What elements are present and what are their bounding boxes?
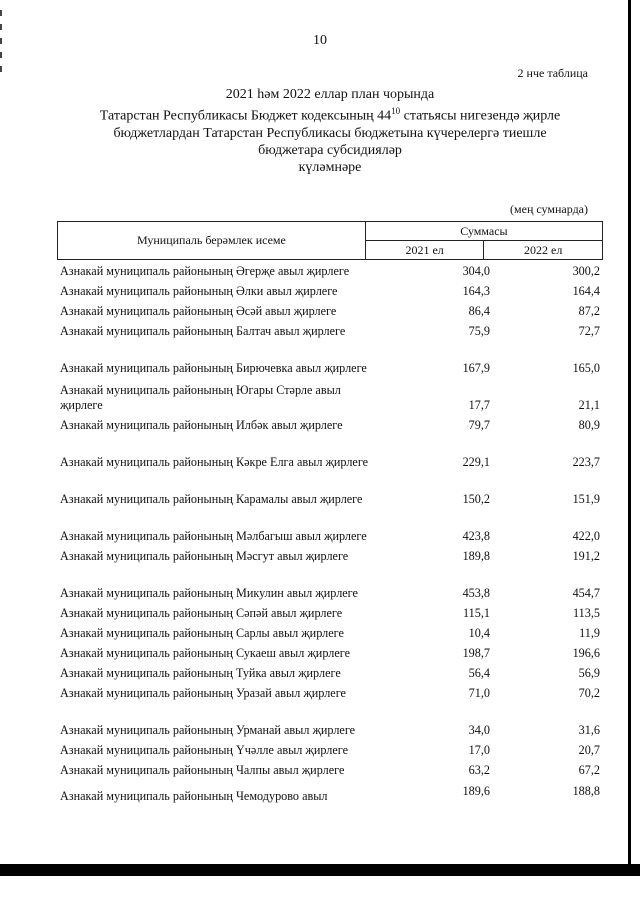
municipality-name: Азнакай муниципаль районының Илбәк авыл җирлеге [60,418,343,432]
value-2021: 150,2 [462,492,490,506]
value-2022: 72,7 [578,324,600,338]
title-line-3: бюджетлардан Татарстан Республикасы бюджетына күчерелергә тиешле [113,125,547,141]
value-2021: 164,3 [462,284,490,298]
value-2022: 113,5 [573,606,600,620]
scan-bottom-bar [0,864,640,876]
table-row [60,741,600,761]
value-2022: 21,1 [578,398,600,412]
value-2022: 31,6 [578,723,600,737]
table-row [60,379,600,416]
municipality-name: Азнакай муниципаль районының Әгерҗе авыл җирлеге [60,264,350,278]
municipality-name: Азнакай муниципаль районының Балтач авыл җирлеге [60,324,346,338]
value-2021: 63,2 [468,763,490,777]
value-2021: 10,4 [468,626,490,640]
table-body [60,262,600,807]
value-2021: 79,7 [468,418,490,432]
value-2022: 196,6 [572,646,600,660]
municipality-name: Азнакай муниципаль районының Туйка авыл җирлеге [60,666,341,680]
value-2022: 80,9 [578,418,600,432]
table-row [60,262,600,282]
title-line-1: 2021 һәм 2022 еллар план чорында [225,87,435,102]
value-2022: 87,2 [578,304,600,318]
header-year-2022: 2022 ел [484,241,603,260]
value-2021: 167,9 [462,361,490,375]
municipality-name: Азнакай муниципаль районының Уразай авыл җирлеге [60,686,346,700]
title-line-5: күләмнәре [298,159,362,175]
municipality-name: Азнакай муниципаль районының Урманай авыл җирлеге [60,723,356,737]
value-2021: 17,7 [468,398,490,412]
value-2021: 86,4 [468,304,490,318]
header-sum-cell: Суммасы [365,222,602,241]
value-2021: 56,4 [468,666,490,680]
table-row [60,510,600,547]
article-superscript: 10 [391,106,401,116]
municipality-name: Азнакай муниципаль районының Чалпы авыл җирлеге [60,763,345,777]
municipality-name: Азнакай муниципаль районының Сәпәй авыл җирлеге [60,606,343,620]
value-2022: 300,2 [572,264,600,278]
value-2021: 17,0 [468,743,490,757]
table-row [60,664,600,684]
municipality-name: Азнакай муниципаль районының Сарлы авыл җирлеге [60,626,344,640]
municipality-name: Азнакай муниципаль районының Чемодурово авыл [60,789,328,803]
table-row [60,704,600,741]
value-2022: 56,9 [578,666,600,680]
header-name-cell: Муниципаль берәмлек исеме [58,222,366,260]
value-2021: 229,1 [462,455,490,469]
page-number: 10 [313,33,327,48]
table-row [60,604,600,624]
table-row [60,567,600,604]
municipality-name: Азнакай муниципаль районының Мәлбагыш авыл җирлеге [60,529,367,543]
value-2021: 75,9 [468,324,490,338]
value-2021: 453,8 [462,586,490,600]
value-2022: 223,7 [572,455,600,469]
header-year-2021: 2021 ел [365,241,484,260]
value-2021: 189,8 [462,549,490,563]
title-line-2-tail: статьясы нигезендә җирле [400,108,561,124]
municipality-name: Азнакай муниципаль районының Югары Стәрле авыл җирлеге [60,383,341,412]
table-row [60,302,600,322]
value-2021: 198,7 [462,646,490,660]
table-row [60,781,600,807]
value-2022: 67,2 [578,763,600,777]
municipality-name: Азнакай муниципаль районының Карамалы авыл җирлеге [60,492,363,506]
table-row [60,644,600,664]
municipality-name: Азнакай муниципаль районының Бирючевка авыл җирлеге [60,361,367,375]
value-2021: 304,0 [462,264,490,278]
table-row [60,761,600,781]
title-line-2-text: Татарстан Республикасы Бюджет кодексының 44 [99,108,392,124]
municipality-name: Азнакай муниципаль районының Кәкре Елга авыл җирлеге [60,455,369,469]
title-line-4: бюджетара субсидияләр [258,142,402,158]
units-note: (мең сумнарда) [510,202,588,216]
value-2022: 422,0 [572,529,600,543]
table-row [60,436,600,473]
table-row [60,282,600,302]
value-2021: 189,6 [462,784,490,798]
scan-edge-bar [628,0,631,864]
municipality-name: Азнакай муниципаль районының Әлки авыл җирлеге [60,284,338,298]
value-2021: 71,0 [468,686,490,700]
value-2022: 11,9 [579,626,600,640]
table-row [60,322,600,342]
table-row [60,342,600,379]
table-row [60,684,600,704]
municipality-name: Азнакай муниципаль районының Микулин авыл җирлеге [60,586,358,600]
value-2022: 70,2 [578,686,600,700]
table-row [60,547,600,567]
municipality-name: Азнакай муниципаль районының Үчәлле авыл җирлеге [60,743,349,757]
value-2021: 115,1 [463,606,490,620]
municipality-name: Азнакай муниципаль районының Мәсгут авыл җирлеге [60,549,349,563]
table-header [57,221,603,260]
value-2021: 423,8 [462,529,490,543]
value-2022: 151,9 [572,492,600,506]
value-2022: 188,8 [572,784,600,798]
municipality-name: Азнакай муниципаль районының Сукаеш авыл җирлеге [60,646,350,660]
value-2022: 164,4 [572,284,600,298]
title-line-2 [60,103,600,125]
value-2022: 454,7 [572,586,600,600]
document-title [60,86,600,176]
value-2022: 191,2 [572,549,600,563]
value-2022: 20,7 [578,743,600,757]
value-2022: 165,0 [572,361,600,375]
table-number: 2 нче таблица [517,66,588,80]
value-2021: 34,0 [468,723,490,737]
table-row [60,473,600,510]
municipality-name: Азнакай муниципаль районының Әсәй авыл җирлеге [60,304,337,318]
table-row [60,416,600,436]
table-row [60,624,600,644]
